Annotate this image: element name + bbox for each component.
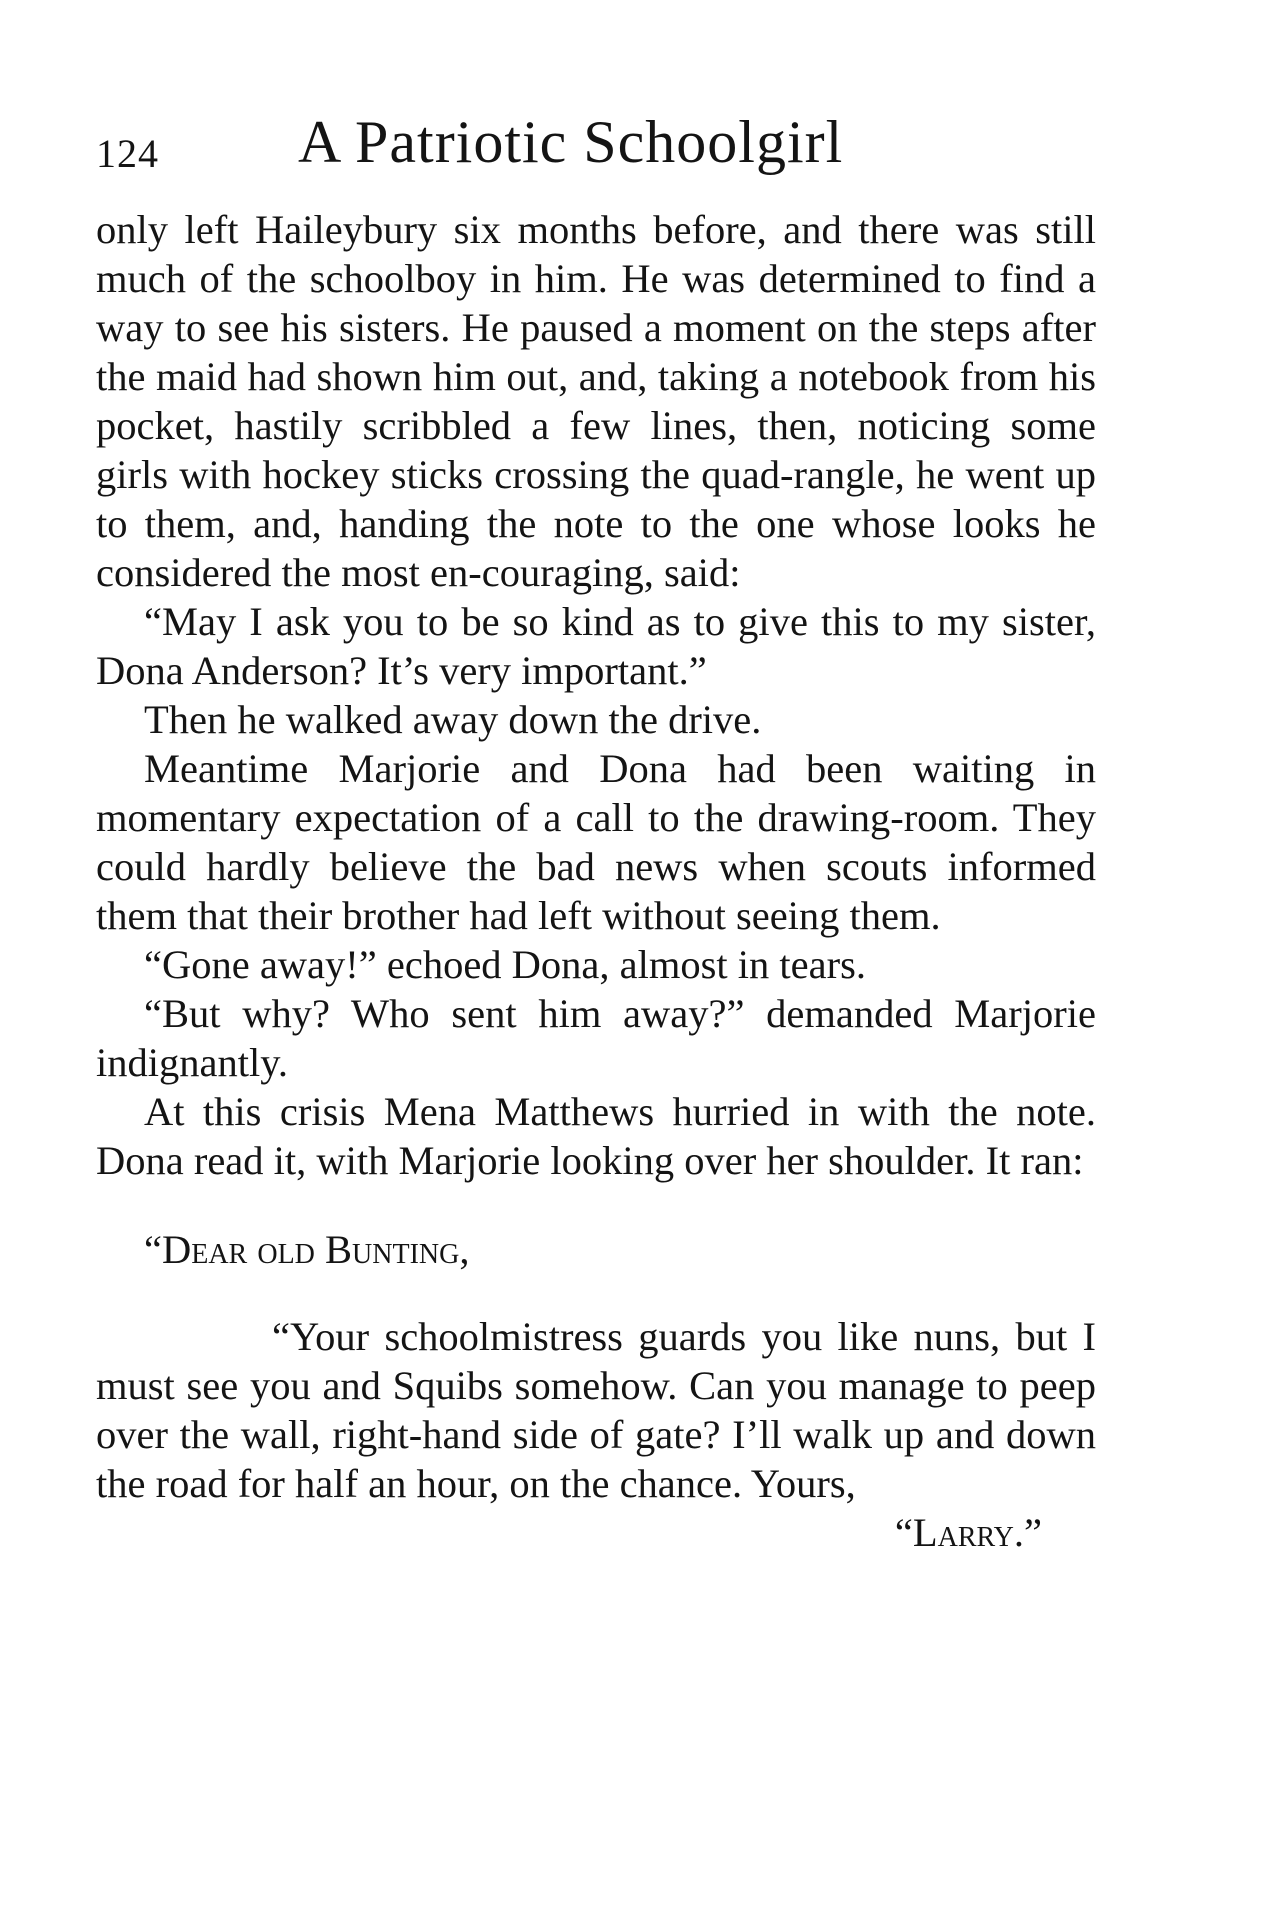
letter-signature: “Larry.” [894,1510,1042,1555]
running-title: A Patriotic Schoolgirl [298,109,844,175]
section-spacer [96,1185,1096,1225]
paragraph: At this crisis Mena Matthews hurried in with the note. Dona read it, with Marjorie looking over her shoulder. It ran: [96,1089,1096,1183]
letter-body: “Your schoolmistress guards you like nuns, but I must see you and Squibs somehow. Can you manage to peep over the wall, right-hand side of gate? I’ll walk up and down the road for half an hour, on the chance. Yours, [96,1314,1096,1506]
paragraph: Meantime Marjorie and Dona had been waiting in momentary expectation of a call to the drawing-room. They could hardly believe the bad news when scouts informed them that their brother had left without seeing them. [96,746,1096,938]
paragraph: “May I ask you to be so kind as to give this to my sister, Dona Anderson? It’s very important.” [96,599,1096,693]
page-number: 124 [96,131,159,176]
page-header [96,108,1096,188]
letter-salutation: “Dear old Bunting, [144,1227,470,1272]
body-text [96,205,1096,1557]
paragraph: “Gone away!” echoed Dona, almost in tears. [144,942,866,987]
paragraph: “But why? Who sent him away?” demanded Marjorie indignantly. [96,991,1096,1085]
paragraph: only left Haileybury six months before, and there was still much of the schoolboy in him. He was determined to find a way to see his sisters. He paused a moment on the steps after the maid had shown him out, and, taking a notebook from his pocket, hastily scribbled a few lines, then, noticing some girls with hockey sticks crossing the quad-rangle, he went up to them, and, handing the note to the one whose looks he considered the most en-couraging, said: [96,207,1096,595]
paragraph: Then he walked away down the drive. [144,697,762,742]
